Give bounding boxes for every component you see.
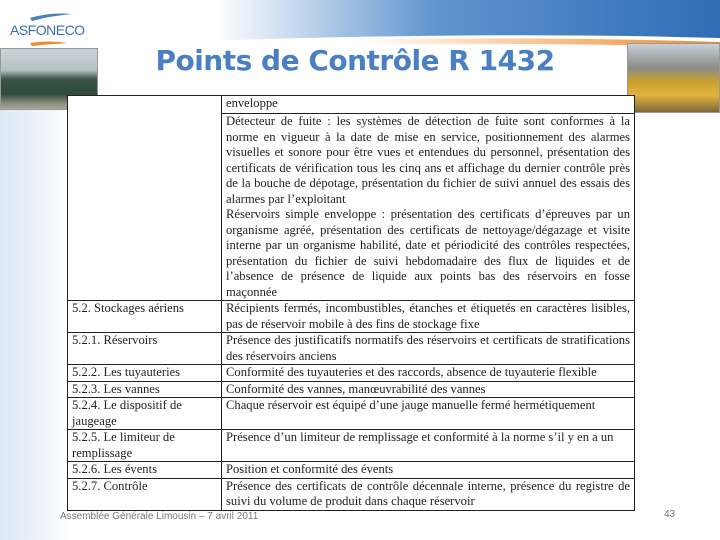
table-cell-right: Récipients fermés, incombustibles, étanches et étiquetés en caractères lisibles, pas de réservoir mobile à des fins de stockage fixe (222, 301, 635, 333)
table-cell-right: Présence des certificats de contrôle décennale interne, présence du registre de suivi du volume de produit dans chaque réservoir (222, 478, 635, 510)
footer-text: Assemblée Générale Limousin – 7 avril 2011 (60, 511, 259, 522)
tank-photo-right (627, 43, 720, 113)
table-cell-left: 5.2.6. Les évents (68, 462, 222, 479)
table-row (68, 365, 635, 382)
table-cell-right (222, 114, 635, 301)
table-row (68, 96, 635, 114)
table-cell-right: Chaque réservoir est équipé d’une jauge manuelle fermé hermétiquement (222, 398, 635, 430)
paragraph-single-wall-tanks: Réservoirs simple enveloppe : présentation des certificats d’épreuves par un organisme agréé, présentation des certificats de nettoyage/dégazage et visite interne par un organisme habilité, date et périodicité des contrôles respectées, présentation du fichier de suivi hebdomadaire des flux de liquides et de l’absence de présence de liquide aux points bas des réservoirs en fosse maçonnée (226, 207, 630, 299)
page-number: 43 (664, 509, 676, 520)
control-points-table (67, 95, 635, 511)
table-row (68, 301, 635, 333)
table-row (68, 333, 635, 365)
paragraph-leak-detector: Détecteur de fuite : les systèmes de détection de fuite sont conformes à la norme en vigueur à la date de mise en service, positionnement des alarmes visuelles et sonore pour être vues et entendues du personnel, présentation des certificats de vérification tous les cinq ans et affichage du dernier contrôle près de la bouche de dépotage, présentation du fichier de suivi annuel des essais des alarmes par l’exploitant (226, 114, 630, 206)
table-cell-left (68, 96, 222, 301)
table-row (68, 398, 635, 430)
table-cell-left: 5.2. Stockages aériens (68, 301, 222, 333)
table-row (68, 478, 635, 510)
table-row (68, 430, 635, 462)
table-cell-right: Conformité des vannes, manœuvrabilité des vannes (222, 381, 635, 398)
table-cell-right: Présence d’un limiteur de remplissage et conformité à la norme s’il y en a un (222, 430, 635, 462)
table-row (68, 462, 635, 479)
table-cell-right: Présence des justificatifs normatifs des réservoirs et certificats de stratifications des réservoirs anciens (222, 333, 635, 365)
table-cell-left: 5.2.3. Les vannes (68, 381, 222, 398)
table-row (68, 381, 635, 398)
background-gradient (0, 100, 70, 540)
table-cell-right: Conformité des tuyauteries et des raccords, absence de tuyauterie flexible (222, 365, 635, 382)
table-cell-left: 5.2.7. Contrôle (68, 478, 222, 510)
table-cell-right: Position et conformité des évents (222, 462, 635, 479)
table-cell-left: 5.2.2. Les tuyauteries (68, 365, 222, 382)
asfoneco-logo (10, 10, 85, 50)
table-cell-left: 5.2.1. Réservoirs (68, 333, 222, 365)
logo-text: ASFONECO (10, 22, 85, 38)
page-title: Points de Contrôle R 1432 (155, 44, 555, 77)
table-cell-left: 5.2.5. Le limiteur de remplissage (68, 430, 222, 462)
table-cell-left: 5.2.4. Le dispositif de jaugeage (68, 398, 222, 430)
table-cell-right: enveloppe (222, 96, 635, 114)
